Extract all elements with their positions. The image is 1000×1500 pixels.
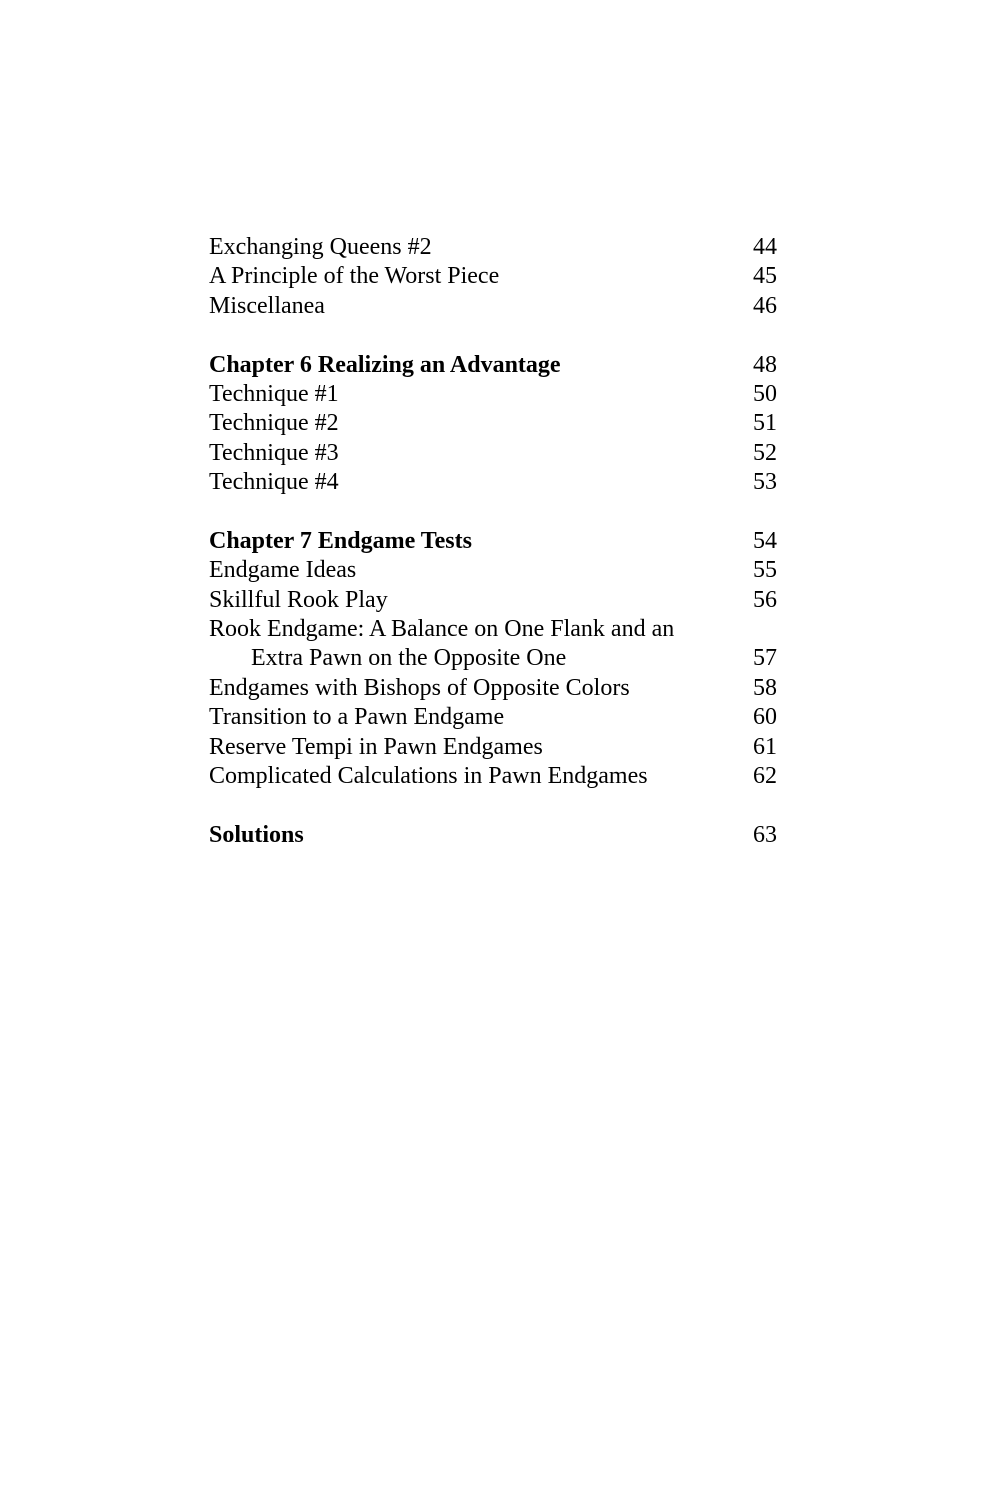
toc-entry-title: Technique #1 bbox=[209, 380, 339, 407]
table-of-contents bbox=[209, 233, 777, 850]
section-gap bbox=[209, 791, 777, 820]
toc-entry bbox=[209, 380, 777, 409]
toc-entry bbox=[209, 409, 777, 438]
toc-entry-title: Endgame Ideas bbox=[209, 557, 357, 584]
toc-entry bbox=[209, 586, 777, 615]
toc-entry bbox=[209, 703, 777, 732]
toc-entry-page: 51 bbox=[753, 410, 777, 437]
toc-entry bbox=[209, 292, 777, 321]
toc-entry bbox=[209, 762, 777, 791]
chapter-heading bbox=[209, 527, 777, 556]
toc-entry bbox=[209, 262, 777, 291]
toc-entry bbox=[209, 233, 777, 262]
toc-entry-page: 46 bbox=[753, 292, 777, 319]
chapter-heading bbox=[209, 821, 777, 850]
solutions-heading-title: Solutions bbox=[209, 821, 304, 848]
chapter-heading-title: Chapter 6 Realizing an Advantage bbox=[209, 351, 561, 378]
toc-entry-page: 44 bbox=[753, 234, 777, 260]
toc-entry-page: 61 bbox=[753, 733, 777, 760]
toc-entry-page: 62 bbox=[753, 763, 777, 790]
toc-entry-page: 57 bbox=[753, 645, 777, 672]
toc-entry bbox=[209, 439, 777, 468]
toc-entry-page: 50 bbox=[753, 380, 777, 407]
toc-entry-page: 53 bbox=[753, 469, 777, 496]
toc-entry-title: Extra Pawn on the Opposite One bbox=[251, 645, 567, 672]
toc-entry-title: Technique #2 bbox=[209, 410, 339, 437]
toc-entry-title: Technique #3 bbox=[209, 439, 339, 466]
toc-entry-title: Complicated Calculations in Pawn Endgames bbox=[209, 763, 648, 790]
toc-entry bbox=[209, 615, 777, 644]
chapter-heading-page: 48 bbox=[753, 351, 777, 378]
toc-entry-page: 52 bbox=[753, 439, 777, 466]
toc-entry bbox=[209, 733, 777, 762]
toc-entry-page: 58 bbox=[753, 674, 777, 701]
toc-entry-page: 45 bbox=[753, 263, 777, 290]
toc-entry-page: 56 bbox=[753, 586, 777, 613]
toc-entry-title: Endgames with Bishops of Opposite Colors bbox=[209, 674, 630, 701]
toc-entry bbox=[209, 468, 777, 497]
toc-entry-title: A Principle of the Worst Piece bbox=[209, 263, 500, 290]
toc-entry-title: Miscellanea bbox=[209, 292, 325, 319]
toc-entry bbox=[209, 674, 777, 703]
toc-entry-page: 60 bbox=[753, 704, 777, 731]
toc-entry bbox=[209, 556, 777, 585]
toc-entry-title: Transition to a Pawn Endgame bbox=[209, 704, 505, 731]
chapter-heading-page: 54 bbox=[753, 527, 777, 554]
section-gap bbox=[209, 498, 777, 527]
toc-entry-page: 55 bbox=[753, 557, 777, 584]
toc-entry-title: Reserve Tempi in Pawn Endgames bbox=[209, 733, 543, 760]
chapter-heading bbox=[209, 351, 777, 380]
solutions-heading-page: 63 bbox=[753, 821, 777, 848]
section-gap bbox=[209, 321, 777, 350]
toc-entry-title: Skillful Rook Play bbox=[209, 586, 388, 613]
toc-entry-title: Technique #4 bbox=[209, 469, 339, 496]
toc-entry-continuation bbox=[209, 644, 777, 673]
chapter-heading-title: Chapter 7 Endgame Tests bbox=[209, 527, 472, 554]
toc-entry-title: Rook Endgame: A Balance on One Flank and an bbox=[209, 616, 675, 643]
toc-entry-title: Exchanging Queens #2 bbox=[209, 234, 432, 260]
